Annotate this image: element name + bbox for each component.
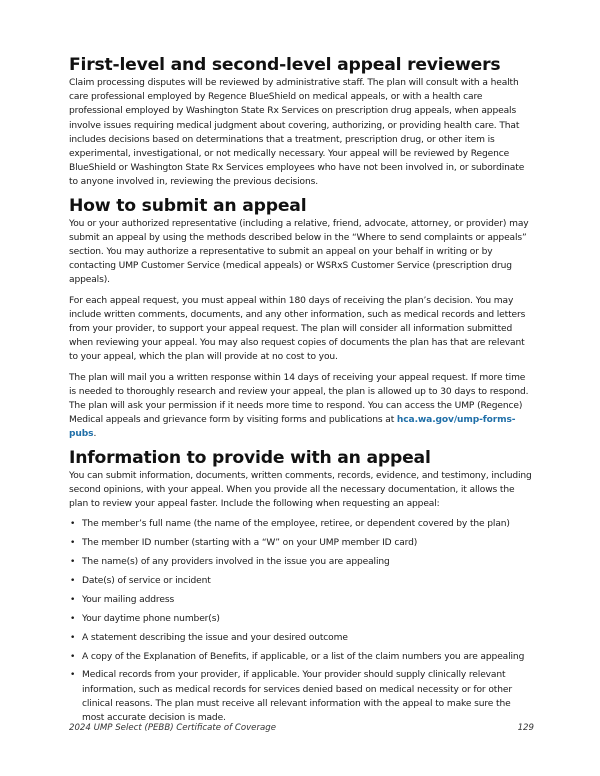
- requirements-list: [69, 517, 534, 725]
- list-item: • A statement describing the issue and your desired outcome: [69, 631, 534, 645]
- section-heading: How to submit an appeal: [69, 195, 307, 216]
- list-item: • Medical records from your provider, if applicable. Your provider should supply clinically relevant information, such as medical records for services denied based on medical necessity or for other clinical reasons. The plan must receive all relevant information with the appeal to make sure the most accurate decision is made.: [70, 670, 512, 724]
- list-item: • Your mailing address: [69, 593, 534, 607]
- footer-title: 2024 UMP Select (PEBB) Certificate of Coverage: [69, 723, 277, 733]
- bullet-icon: •: [70, 632, 76, 643]
- bullet-icon: •: [70, 651, 76, 662]
- bullet-icon: •: [70, 575, 76, 586]
- bullet-icon: •: [70, 557, 76, 568]
- paragraph: You or your authorized representative (including a relative, friend, advocate, attorney, or provider) may submit an appeal by using the methods described below in the “Where to send complaints or appeals” section. You may authorize a representative to submit an appeal on your behalf in writing or by contacting UMP Customer Service (medical appeals) or WSRxS Customer Service (prescription drug appeals).: [69, 218, 529, 286]
- forms-pubs-link[interactable]: hca.wa.gov/ump-forms-pubs: [69, 415, 516, 440]
- paragraph: Claim processing disputes will be reviewed by administrative staff. The plan will consult with a health care professional employed by Regence BlueShield on medical appeals, or with a health care professional employed by Washington State Rx Services on prescription drug appeals, when appeals involve issues requiring medical judgment about covering, authorizing, or providing health care. That includes decisions based on determinations that a treatment, prescription drug, or other item is experimental, investigational, or not medically necessary. Your appeal will be reviewed by Regence BlueShield or Washington State Rx Services employees who have not been involved in, or subordinate to anyone involved in, reviewing the previous decisions.: [69, 78, 525, 188]
- list-item: • A copy of the Explanation of Benefits, if applicable, or a list of the claim numbers you are appealing: [69, 650, 534, 664]
- section-heading: First-level and second-level appeal reviewers: [69, 55, 501, 75]
- bullet-icon: •: [70, 519, 76, 530]
- paragraph: [69, 371, 534, 442]
- list-item: • The member ID number (starting with a “W” on your UMP member ID card): [69, 536, 534, 550]
- list-item: • The name(s) of any providers involved in the issue you are appealing: [69, 555, 534, 569]
- bullet-icon: •: [70, 538, 76, 549]
- section-heading: Information to provide with an appeal: [69, 447, 431, 468]
- section-appeal-reviewers: [69, 55, 534, 190]
- paragraph-text: The plan will mail you a written response within 14 days of receiving your appeal request. If more time is needed to thoroughly research and review your appeal, the plan is allowed up to 30 days to respond. The plan will ask your permission if it needs more time to respond. You can access the UMP (Regence) Medical appeals and grievance form by visiting forms and publications at: [69, 372, 529, 426]
- paragraph: For each appeal request, you must appeal within 180 days of receiving the plan’s decision. You may include written comments, documents, and any other information, such as medical records and letters from your provider, to support your appeal request. The plan will consider all information submitted when reviewing your appeal. You may also request copies of documents the plan has that are relevant to your appeal, which the plan will provide at no cost to you.: [69, 295, 526, 363]
- page-footer: [69, 723, 534, 733]
- list-item: • The member’s full name (the name of the employee, retiree, or dependent covered by the plan): [69, 517, 534, 531]
- page-number: 129: [517, 723, 534, 733]
- document-page: [69, 55, 534, 730]
- bullet-icon: •: [70, 613, 76, 624]
- bullet-icon: •: [70, 670, 76, 681]
- list-item: • Date(s) of service or incident: [69, 574, 534, 588]
- section-how-to-submit: [69, 196, 534, 442]
- list-item: • Your daytime phone number(s): [69, 612, 534, 626]
- section-information-to-provide: [69, 448, 534, 726]
- bullet-icon: •: [70, 594, 76, 605]
- paragraph: You can submit information, documents, written comments, records, evidence, and testimony, including second opinions, with your appeal. When you provide all the necessary documentation, it allows the plan to review your appeal faster. Include the following when requesting an appeal:: [69, 470, 532, 510]
- paragraph-suffix: .: [93, 429, 97, 440]
